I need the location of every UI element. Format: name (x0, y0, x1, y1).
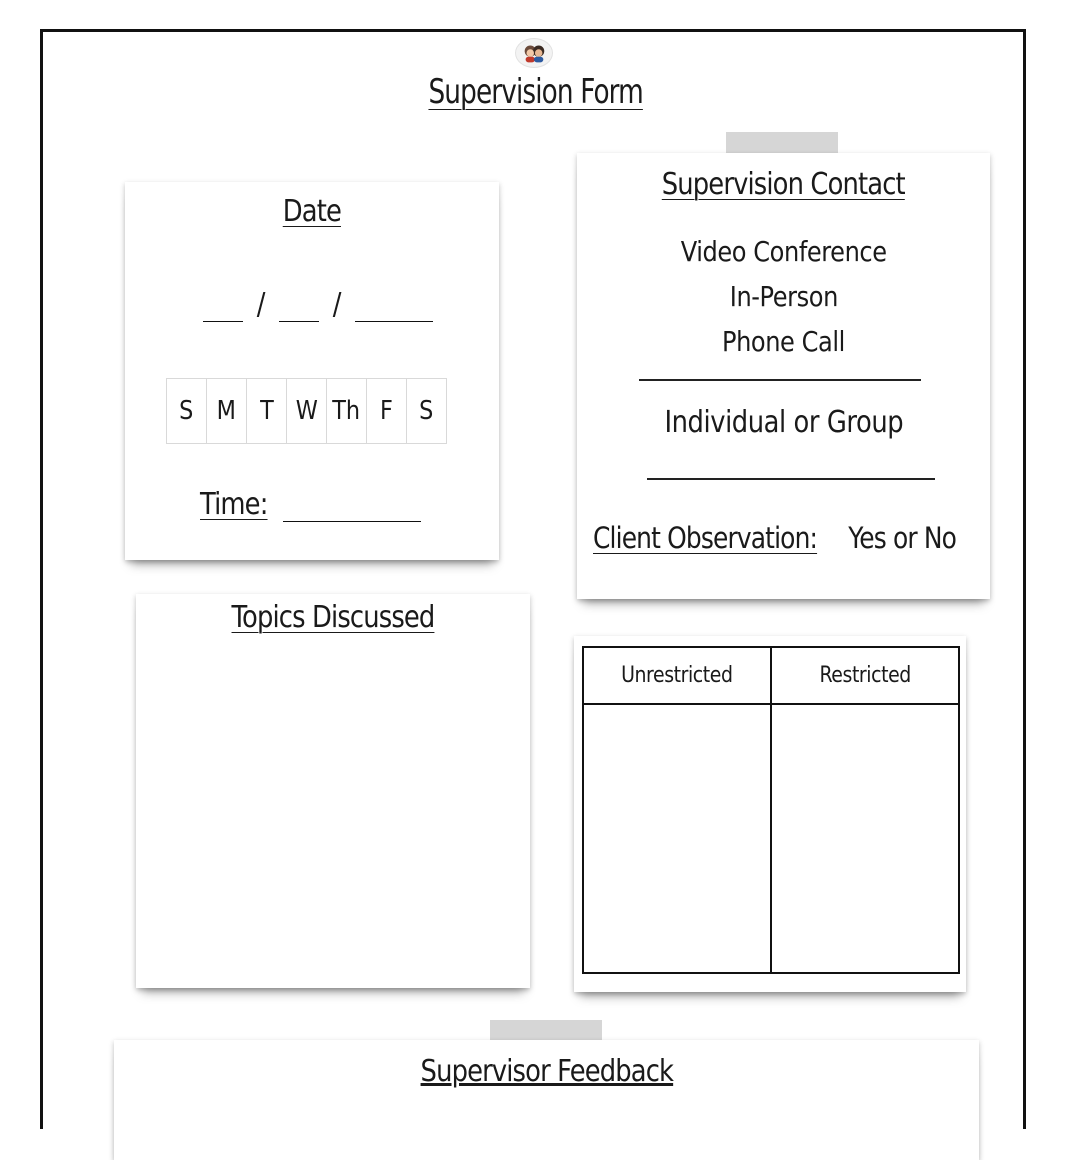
weekday-wednesday[interactable]: W (286, 378, 327, 444)
page-title: Supervision Form (428, 72, 644, 112)
contact-card (577, 153, 990, 599)
weekday-saturday[interactable]: S (406, 378, 447, 444)
restricted-column (770, 648, 958, 972)
year-blank[interactable] (355, 287, 433, 322)
option-individual-or-group[interactable]: Individual or Group (664, 405, 903, 440)
date-separator-2: / (332, 287, 342, 322)
client-observation-row (593, 521, 956, 555)
time-label: Time: (200, 487, 268, 522)
month-blank[interactable] (203, 287, 243, 322)
day-blank[interactable] (279, 287, 319, 322)
weekday-monday[interactable]: M (206, 378, 247, 444)
weekday-thursday[interactable]: Th (326, 378, 367, 444)
date-field[interactable] (203, 282, 433, 322)
divider-1 (639, 379, 921, 381)
weekday-friday[interactable]: F (366, 378, 407, 444)
unrestricted-column (584, 648, 770, 972)
date-card (125, 182, 499, 560)
feedback-card[interactable] (114, 1040, 979, 1160)
weekday-selector (167, 378, 447, 444)
topics-card-title: Topics Discussed (231, 600, 435, 635)
contact-card-title: Supervision Contact (661, 167, 906, 202)
client-observation-label: Client Observation: (593, 521, 818, 555)
time-blank[interactable] (283, 491, 421, 522)
divider-2 (647, 478, 935, 480)
date-card-title: Date (282, 194, 342, 229)
restriction-card (574, 636, 966, 992)
restriction-table (582, 646, 960, 974)
option-in-person[interactable]: In-Person (729, 280, 838, 313)
option-video-conference[interactable]: Video Conference (680, 235, 887, 268)
unrestricted-cell[interactable] (584, 705, 770, 972)
option-phone-call[interactable]: Phone Call (722, 325, 845, 358)
weekday-tuesday[interactable]: T (246, 378, 287, 444)
logo-icon (515, 38, 553, 68)
weekday-sunday[interactable]: S (166, 378, 207, 444)
client-observation-value[interactable]: Yes or No (848, 521, 957, 555)
unrestricted-header: Unrestricted (584, 648, 770, 705)
time-row (200, 478, 421, 522)
topics-card[interactable] (136, 594, 530, 988)
restricted-header: Restricted (772, 648, 958, 705)
feedback-card-title: Supervisor Feedback (420, 1054, 673, 1089)
restricted-cell[interactable] (772, 705, 958, 972)
date-separator-1: / (256, 287, 266, 322)
